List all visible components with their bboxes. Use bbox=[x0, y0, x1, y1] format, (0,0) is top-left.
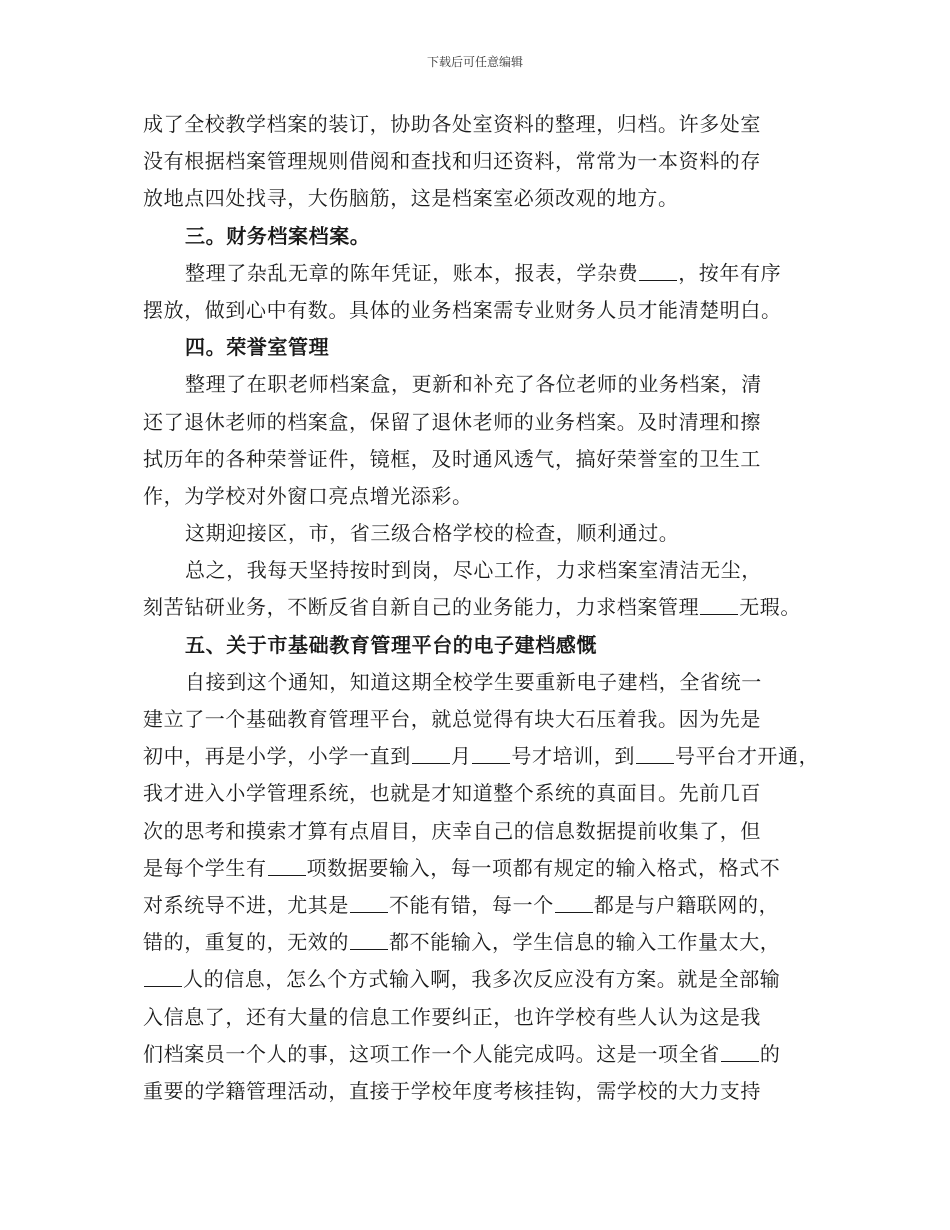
section-heading: 四。荣誉室管理 bbox=[185, 335, 330, 360]
text-line: 总之，我每天坚持按时到岗，尽心工作，力求档案室清洁无尘， bbox=[185, 558, 762, 583]
section-heading: 三。财务档案档案。 bbox=[185, 223, 371, 248]
text-line: 这期迎接区，市，省三级合格学校的检查，顺利通过。 bbox=[185, 521, 680, 546]
text-line: 作，为学校对外窗口亮点增光添彩。 bbox=[143, 483, 473, 508]
blank-field bbox=[412, 747, 450, 764]
blank-field bbox=[350, 933, 388, 950]
text-line: 们档案员一个人的事，这项工作一个人能完成吗。这是一项全省 的 bbox=[143, 1041, 781, 1066]
text-line: 还了退休老师的档案盒，保留了退休老师的业务档案。及时清理和擦 bbox=[143, 409, 761, 434]
text-line: 摆放，做到心中有数。具体的业务档案需专业财务人员才能清楚明白。 bbox=[143, 297, 782, 322]
page-header: 下载后可任意编辑 bbox=[426, 55, 523, 69]
text-line: 错的，重复的，无效的 都不能输入，学生信息的输入工作量太大， bbox=[143, 930, 781, 955]
blank-field bbox=[700, 598, 738, 615]
text-line: 初中，再是小学，小学一直到 月 号才培训，到 号平台才开通， bbox=[143, 744, 820, 769]
text-line: 没有根据档案管理规则借阅和查找和归还资料，常常为一本资料的存 bbox=[143, 149, 761, 174]
text-line: 成了全校教学档案的装订，协助各处室资料的整理，归档。许多处室 bbox=[143, 112, 761, 136]
text-line: 对系统导不进，尤其是 不能有错，每一个 都是与户籍联网的， bbox=[143, 892, 780, 917]
blank-field bbox=[721, 1045, 759, 1062]
text-line: 刻苦钻研业务，不断反省自新自己的业务能力，力求档案管理 无瑕。 bbox=[143, 595, 802, 620]
text-line: 建立了一个基础教育管理平台，就总觉得有块大石压着我。因为先是 bbox=[143, 707, 761, 731]
text-line: 自接到这个通知，知道这期全校学生要重新电子建档，全省统一 bbox=[185, 669, 762, 694]
text-line: 次的思考和摸索才算有点眉目，庆幸自己的信息数据提前收集了，但 bbox=[143, 818, 761, 843]
blank-field bbox=[555, 896, 593, 913]
text-line: 我才进入小学管理系统，也就是才知道整个系统的真面目。先前几百 bbox=[143, 781, 761, 806]
blank-field bbox=[639, 264, 677, 281]
text-line: 放地点四处找寻，大伤脑筋，这是档案室必须改观的地方。 bbox=[143, 186, 679, 211]
text-line: 是每个学生有 项数据要输入，每一项都有规定的输入格式，格式不 bbox=[143, 855, 781, 880]
blank-field bbox=[268, 859, 306, 876]
blank-field bbox=[472, 747, 510, 764]
text-line: 人的信息，怎么个方式输入啊，我多次反应没有方案。就是全部输 bbox=[143, 961, 825, 998]
section-heading: 五、关于市基础教育管理平台的电子建档感慨 bbox=[185, 632, 597, 657]
blank-field bbox=[350, 896, 388, 913]
text-line: 整理了在职老师档案盒，更新和补充了各位老师的业务档案，清 bbox=[185, 372, 762, 397]
text-line: 入信息了，还有大量的信息工作要纠正，也许学校有些人认为这是我 bbox=[143, 1004, 761, 1029]
text-line: 整理了杂乱无章的陈年凭证，账本，报表，学杂费 ，按年有序 bbox=[185, 260, 782, 285]
text-line: 拭历年的各种荣誉证件，镜框，及时通风透气，搞好荣誉室的卫生工 bbox=[143, 446, 761, 471]
blank-field bbox=[144, 970, 182, 987]
document-body bbox=[143, 106, 825, 1110]
blank-field bbox=[636, 747, 674, 764]
text-line: 重要的学籍管理活动，直接于学校年度考核挂钩，需学校的大力支持 bbox=[143, 1078, 761, 1103]
